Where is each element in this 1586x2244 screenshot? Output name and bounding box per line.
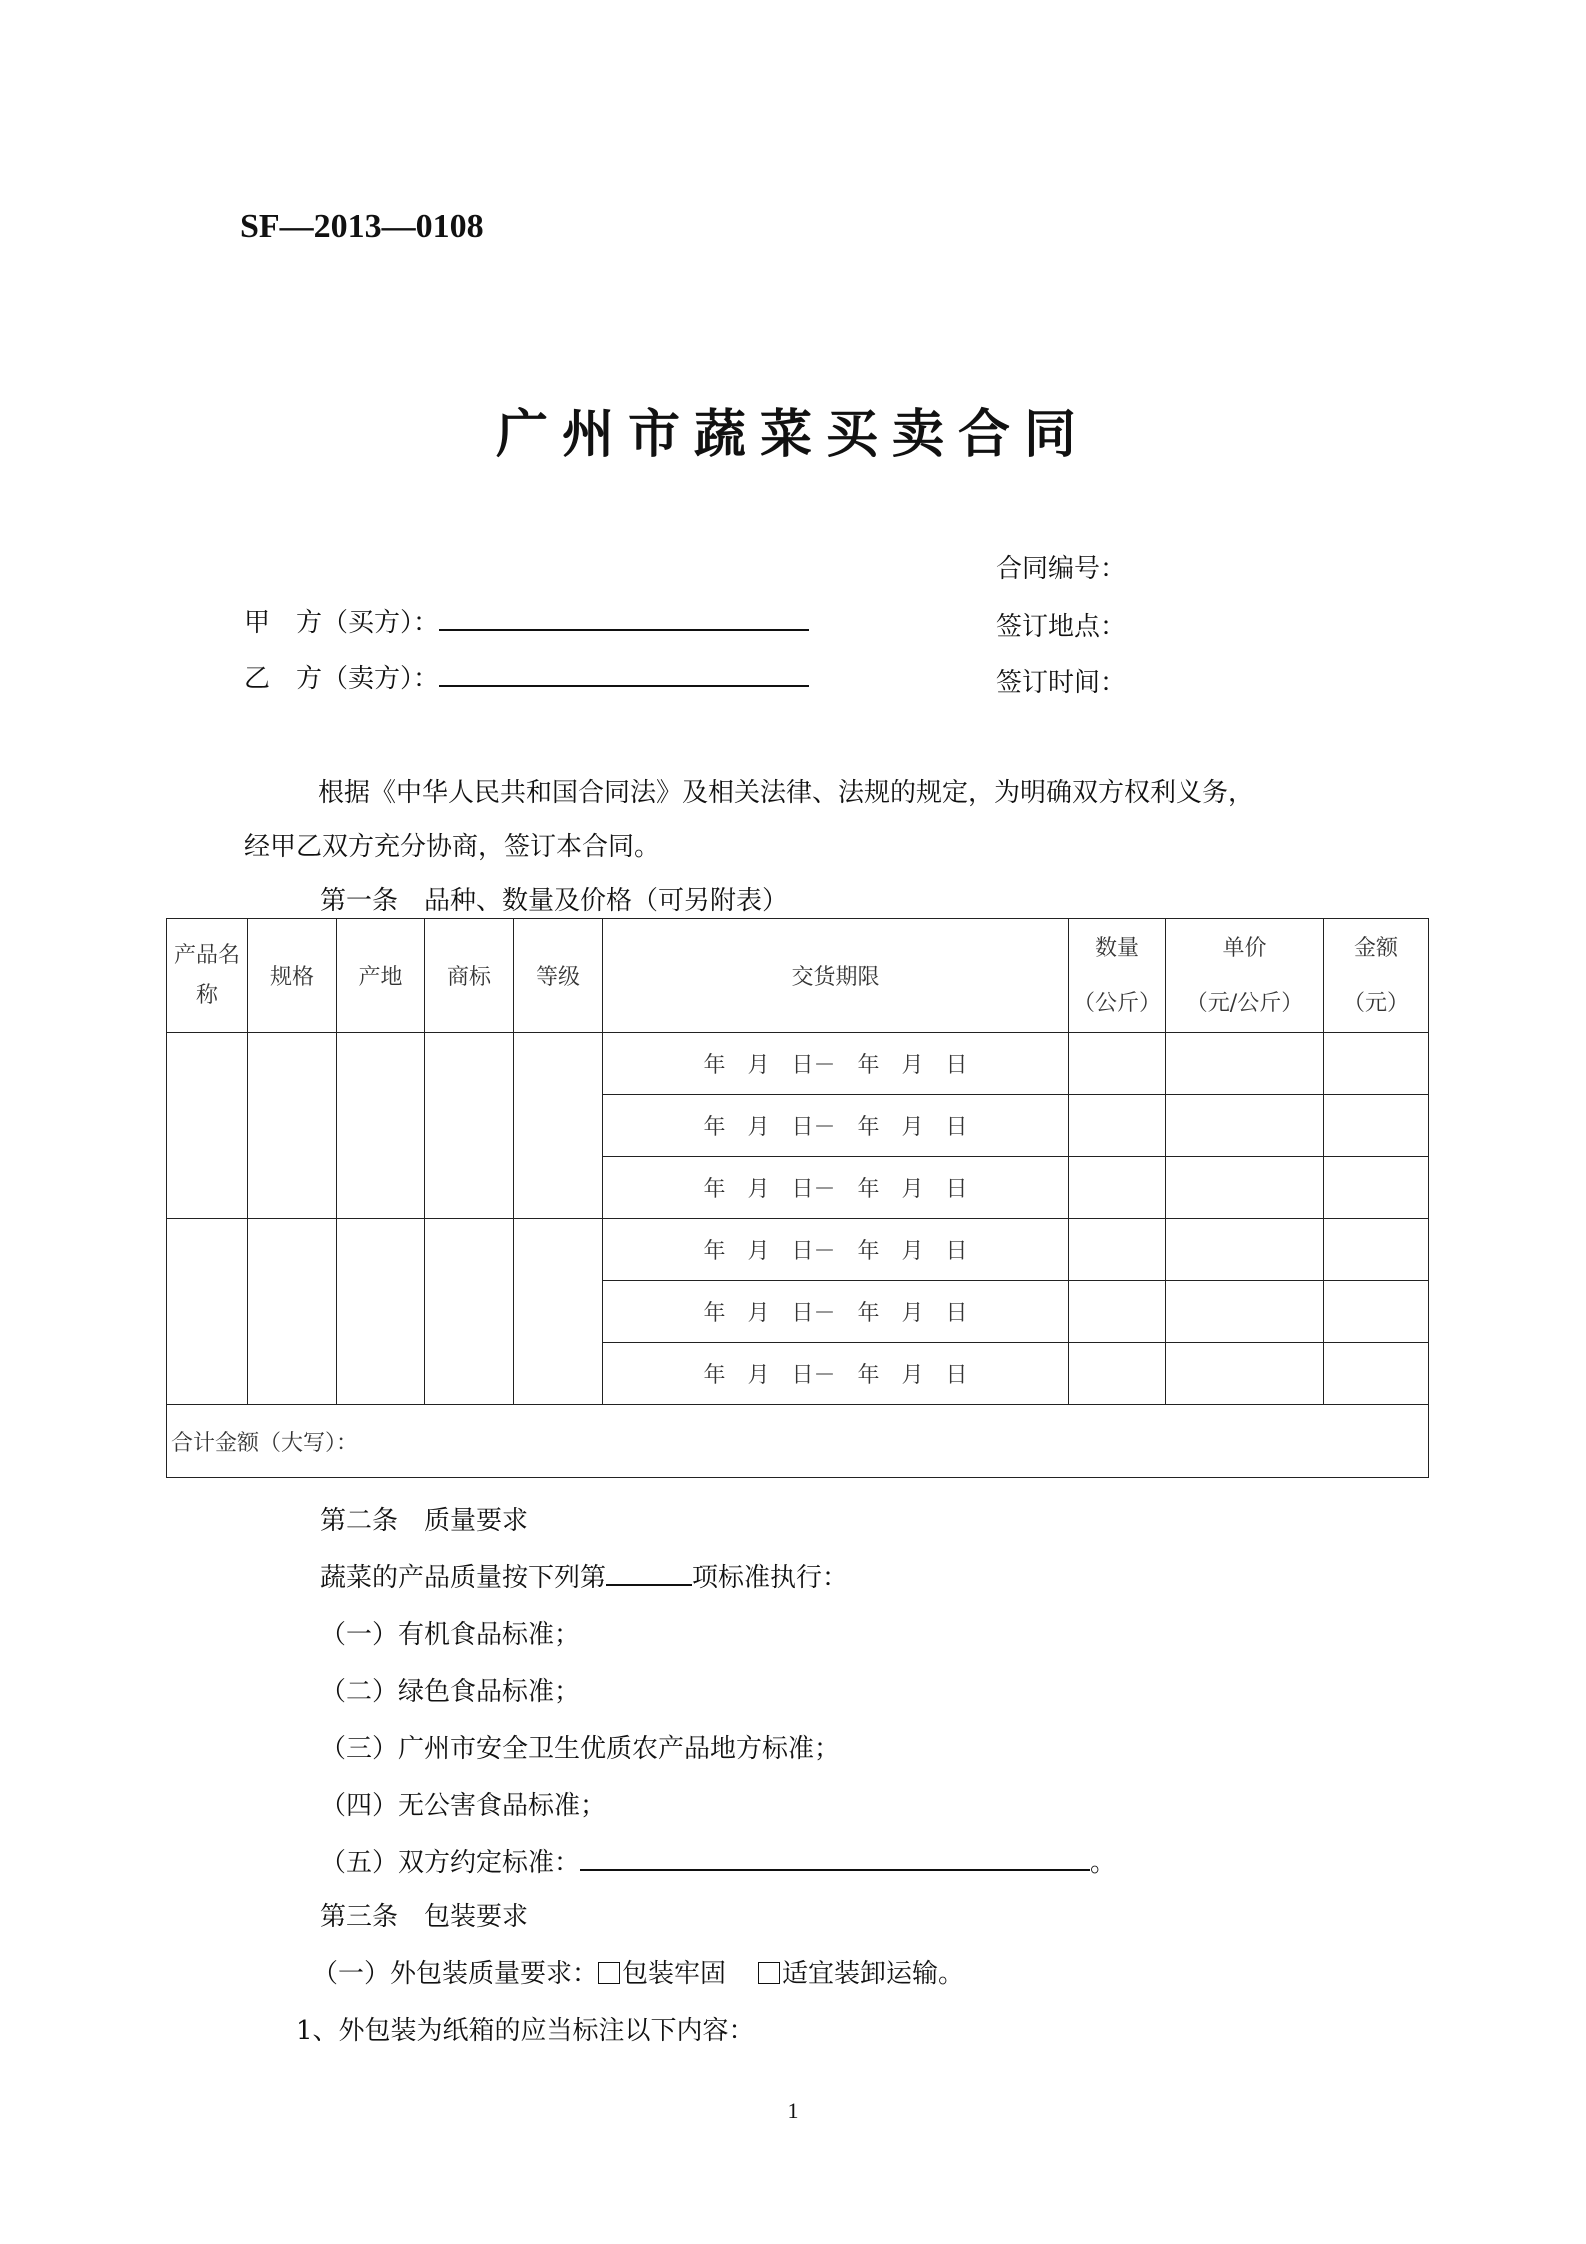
- agreed-standard-blank[interactable]: [580, 1847, 1090, 1871]
- standard-item-1: （一）有机食品标准；: [320, 1620, 581, 1650]
- cell-amount[interactable]: [1324, 1095, 1429, 1157]
- cell-grade[interactable]: [514, 1033, 603, 1219]
- cell-unit-price[interactable]: [1166, 1157, 1324, 1219]
- table-row: [167, 1033, 1429, 1095]
- standard-item-5-label: （五）双方约定标准：: [320, 1848, 581, 1878]
- buyer-label: 甲 方（买方）：: [244, 608, 440, 638]
- cell-unit-price[interactable]: [1166, 1033, 1324, 1095]
- article-2-heading: 第二条 质量要求: [320, 1506, 529, 1536]
- buyer-blank[interactable]: [439, 607, 809, 631]
- cell-unit-price[interactable]: [1166, 1281, 1324, 1343]
- standard-item-3: （三）广州市安全卫生优质农产品地方标准；: [320, 1734, 841, 1764]
- header-quantity: 数量 （公斤）: [1069, 919, 1166, 1033]
- intro-line-1: 根据《中华人民共和国合同法》及相关法律、法规的规定，为明确双方权利义务，: [318, 778, 1255, 808]
- seller-blank[interactable]: [439, 663, 809, 687]
- cell-quantity[interactable]: [1069, 1033, 1166, 1095]
- cell-unit-price[interactable]: [1166, 1343, 1324, 1405]
- cell-spec[interactable]: [248, 1219, 337, 1405]
- quality-standard-line: [320, 1557, 848, 1594]
- seller-line: [244, 658, 809, 695]
- standard-item-4: （四）无公害食品标准；: [320, 1791, 607, 1821]
- header-product-name: 产品名 称: [167, 919, 248, 1033]
- sign-place-label: 签订地点：: [996, 612, 1127, 642]
- table-row: [167, 1219, 1429, 1281]
- standard-item-2: （二）绿色食品标准；: [320, 1677, 581, 1707]
- header-delivery: 交货期限: [603, 919, 1069, 1033]
- end-mark: 。: [1090, 1848, 1117, 1878]
- cell-quantity[interactable]: [1069, 1343, 1166, 1405]
- standard-item-5: [320, 1842, 1116, 1879]
- header-unit-price: 单价 （元/公斤）: [1166, 919, 1324, 1033]
- cell-unit-price[interactable]: [1166, 1095, 1324, 1157]
- article-3-heading: 第三条 包装要求: [320, 1902, 529, 1932]
- cell-origin[interactable]: [337, 1219, 425, 1405]
- table-header-row: [167, 919, 1429, 1033]
- quality-lead-suffix: 项标准执行：: [692, 1563, 849, 1593]
- cell-amount[interactable]: [1324, 1033, 1429, 1095]
- cell-quantity[interactable]: [1069, 1281, 1166, 1343]
- cell-spec[interactable]: [248, 1033, 337, 1219]
- seller-label: 乙 方（卖方）：: [244, 664, 440, 694]
- header-amount: 金额 （元）: [1324, 919, 1429, 1033]
- total-amount-cell[interactable]: [167, 1405, 1429, 1478]
- cell-quantity[interactable]: [1069, 1157, 1166, 1219]
- product-table: [166, 918, 1429, 1478]
- handling-suitable-checkbox[interactable]: [758, 1962, 780, 1984]
- sign-time-label: 签订时间：: [996, 668, 1127, 698]
- cell-unit-price[interactable]: [1166, 1219, 1324, 1281]
- cell-delivery-date[interactable]: 年 月 日－ 年 月 日: [603, 1095, 1069, 1157]
- cell-brand[interactable]: [425, 1219, 514, 1405]
- total-amount-label: 合计金额（大写）：: [171, 1430, 359, 1456]
- cell-amount[interactable]: [1324, 1343, 1429, 1405]
- header-spec: 规格: [248, 919, 337, 1033]
- outer-packaging-label: （一）外包装质量要求：: [312, 1959, 599, 1989]
- cell-quantity[interactable]: [1069, 1095, 1166, 1157]
- cell-brand[interactable]: [425, 1033, 514, 1219]
- article-1-heading: 第一条 品种、数量及价格（可另附表）: [320, 886, 789, 916]
- outer-packaging-line: [312, 1953, 964, 1990]
- header-brand: 商标: [425, 919, 514, 1033]
- page-number: 1: [787, 2098, 799, 2123]
- cell-delivery-date[interactable]: 年 月 日－ 年 月 日: [603, 1157, 1069, 1219]
- cell-delivery-date[interactable]: 年 月 日－ 年 月 日: [603, 1033, 1069, 1095]
- handling-suitable-label: 适宜装卸运输。: [782, 1959, 965, 1989]
- header-origin: 产地: [337, 919, 425, 1033]
- cell-amount[interactable]: [1324, 1157, 1429, 1219]
- sturdy-packaging-checkbox[interactable]: [598, 1962, 620, 1984]
- table-total-row: [167, 1405, 1429, 1478]
- standard-choice-blank[interactable]: [606, 1562, 692, 1586]
- contract-title: 广州市蔬菜买卖合同: [495, 404, 1090, 465]
- cell-amount[interactable]: [1324, 1281, 1429, 1343]
- header-grade: 等级: [514, 919, 603, 1033]
- cell-grade[interactable]: [514, 1219, 603, 1405]
- quality-lead-text: 蔬菜的产品质量按下列第: [320, 1563, 607, 1593]
- cell-product-name[interactable]: [167, 1219, 248, 1405]
- cell-quantity[interactable]: [1069, 1219, 1166, 1281]
- cell-origin[interactable]: [337, 1033, 425, 1219]
- cell-product-name[interactable]: [167, 1033, 248, 1219]
- contract-number-label: 合同编号：: [996, 554, 1127, 584]
- cell-amount[interactable]: [1324, 1219, 1429, 1281]
- cell-delivery-date[interactable]: 年 月 日－ 年 月 日: [603, 1281, 1069, 1343]
- document-number: SF—2013—0108: [240, 208, 484, 245]
- cell-delivery-date[interactable]: 年 月 日－ 年 月 日: [603, 1219, 1069, 1281]
- cell-delivery-date[interactable]: 年 月 日－ 年 月 日: [603, 1343, 1069, 1405]
- sturdy-packaging-label: 包装牢固: [622, 1959, 727, 1989]
- carton-labeling-item: 1、外包装为纸箱的应当标注以下内容：: [296, 2016, 755, 2046]
- intro-line-2: 经甲乙双方充分协商，签订本合同。: [244, 832, 661, 862]
- buyer-line: [244, 602, 809, 639]
